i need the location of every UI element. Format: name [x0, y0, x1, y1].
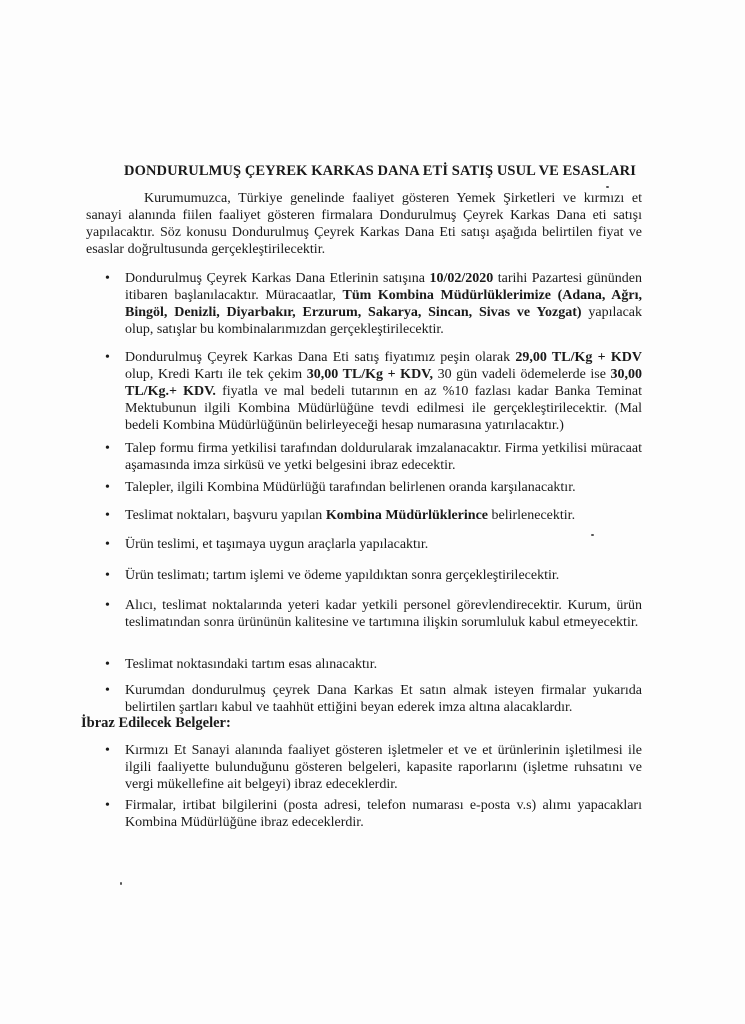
scan-speck: [591, 534, 594, 536]
bullet-symbol: •: [105, 598, 110, 613]
list-item-text: Dondurulmuş Çeyrek Karkas Dana Etlerinin satışına 10/02/2020 tarihi Pazartesi gününden itibaren başlanılacaktır. Müracaatlar, Tüm Kombina Müdürlüklerimize (Adana, Ağrı, Bingöl, Denizli, Diyarbakır, Erzurum, Sakarya, Sincan, Sivas ve Yozgat) yapılacak olup, satışlar bu kombinalarımızdan gerçekleştirilecektir.: [125, 271, 642, 337]
list-item-text: Teslimat noktaları, başvuru yapılan Kombina Müdürlüklerince belirlenecektir.: [125, 508, 576, 523]
list-item: [105, 536, 642, 553]
list-item: [105, 742, 642, 793]
list-item-text: Firmalar, irtibat bilgilerini (posta adresi, telefon numarası e-posta v.s) alımı yapacakları Kombina Müdürlüğüne ibraz edeceklerdir.: [125, 798, 642, 830]
bullet-symbol: •: [105, 480, 110, 495]
list-item: [105, 682, 642, 716]
bullet-symbol: •: [105, 508, 110, 523]
intro-paragraph: Kurumumuzca, Türkiye genelinde faaliyet gösteren Yemek Şirketleri ve kırmızı et sanayi alanında fiilen faaliyet gösteren firmalara Dondurulmuş Çeyrek Karkas Dana eti satışı yapılacaktır. Söz konusu Dondurulmuş Çeyrek Karkas Dana Eti satışı aşağıda belirtilen fiyat ve esaslar doğrultusunda gerçekleştirilecektir.: [86, 191, 642, 257]
list-item: [105, 797, 642, 831]
list-item-text: Talepler, ilgili Kombina Müdürlüğü tarafından belirlenen oranda karşılanacaktır.: [125, 480, 576, 495]
list-item: [105, 507, 642, 524]
list-item-text: Ürün teslimatı; tartım işlemi ve ödeme yapıldıktan sonra gerçekleştirilecektir.: [125, 568, 560, 583]
bullet-symbol: •: [105, 537, 110, 552]
list-item: [105, 656, 642, 673]
bullet-symbol: •: [105, 271, 110, 286]
list-item-text: Ürün teslimi, et taşımaya uygun araçlarla yapılacaktır.: [125, 537, 429, 552]
list-item: [105, 270, 642, 338]
bullet-symbol: •: [105, 683, 110, 698]
list-item: [105, 479, 642, 496]
list-item: [105, 567, 642, 584]
list-item-text: Kurumdan dondurulmuş çeyrek Dana Karkas Et satın almak isteyen firmalar yukarıda belirtilen şartları kabul ve taahhüt ettiğini beyan ederek imza altına alacaklardır.: [125, 683, 642, 715]
list-item-text: Teslimat noktasındaki tartım esas alınacaktır.: [125, 657, 378, 672]
bullet-symbol: •: [105, 657, 110, 672]
list-item-text: Kırmızı Et Sanayi alanında faaliyet gösteren işletmeler et ve et ürünlerinin işletilmesi ile ilgili faaliyette bulunduğunu gösteren belgeleri, kapasite raporlarını (işletme ruhsatını ve vergi mükellefine ait belgeyi) ibraz edeceklerdir.: [125, 743, 642, 792]
bullet-symbol: •: [105, 798, 110, 813]
list-item-text: Alıcı, teslimat noktalarında yeteri kadar yetkili personel görevlendirecektir. Kurum, ürün teslimatından sonra ürününün kalitesine ve tartımına ilişkin sorumluluk kabul etmeyecektir.: [125, 598, 642, 630]
bullet-symbol: •: [105, 441, 110, 456]
bullet-symbol: •: [105, 743, 110, 758]
scan-speck: [120, 882, 122, 885]
list-item: [105, 440, 642, 474]
list-item-text: Dondurulmuş Çeyrek Karkas Dana Eti satış fiyatımız peşin olarak 29,00 TL/Kg + KDV olup, Kredi Kartı ile tek çekim 30,00 TL/Kg + KDV, 30 gün vadeli ödemelerde ise 30,00 TL/Kg.+ KDV. fiyatla ve mal bedeli tutarının en az %10 fazlası kadar Banka Teminat Mektubunun ilgili Kombina Müdürlüğüne tevdi edilmesi ile gerçekleştirilecektir. (Mal bedeli Kombina Müdürlüğünün belirleyeceği hesap numarasına yatırılacaktır.): [125, 350, 643, 433]
list-item-text: Talep formu firma yetkilisi tarafından doldurularak imzalanacaktır. Firma yetkilisi müracaat aşamasında imza sirküsü ve yetki belgesini ibraz edecektir.: [125, 441, 642, 473]
bullet-symbol: •: [105, 568, 110, 583]
scan-speck: [606, 186, 609, 188]
bullet-symbol: •: [105, 350, 110, 365]
document-title: DONDURULMUŞ ÇEYREK KARKAS DANA ETİ SATIŞ USUL VE ESASLARI: [124, 163, 636, 179]
section-heading: İbraz Edilecek Belgeler:: [81, 715, 231, 731]
list-item: [105, 349, 642, 434]
list-item: [105, 597, 642, 631]
